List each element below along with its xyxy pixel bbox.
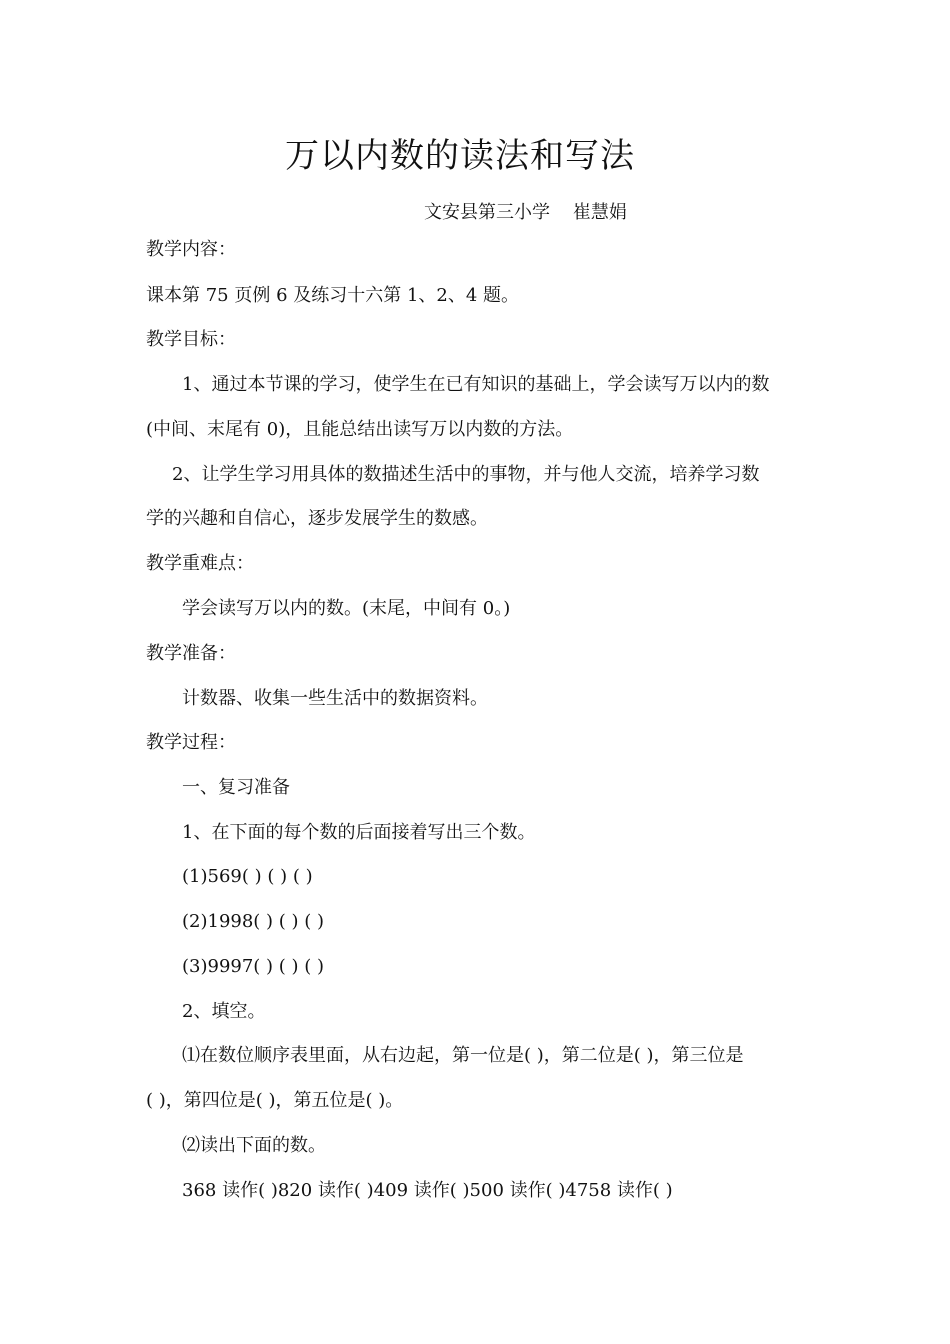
goal1-line1: 1、通过本节课的学习，使学生在已有知识的基础上，学会读写万以内的数: [182, 374, 770, 395]
task2-text: 2、填空。: [182, 1001, 266, 1022]
prep-heading: 教学准备：: [146, 643, 236, 664]
task2-item-2-numbers: 368 读作( )820 读作( )409 读作( )500 读作( )4758 读作( ): [182, 1180, 673, 1201]
goal2-line2: 学的兴趣和自信心，逐步发展学生的数感。: [146, 508, 488, 529]
prep-text: 计数器、收集一些生活中的数据资料。: [182, 688, 488, 709]
goal1-line2: (中间、末尾有 0)，且能总结出读写万以内数的方法。: [146, 419, 574, 440]
goal2-line1: 2、让学生学习用具体的数描述生活中的事物，并与他人交流，培养学习数: [172, 464, 760, 485]
task1-item-2: (2)1998( ) ( ) ( ): [182, 911, 325, 932]
task1-item-3: (3)9997( ) ( ) ( ): [182, 956, 325, 977]
process-heading: 教学过程：: [146, 732, 236, 753]
task2-item-1-line1: ⑴在数位顺序表里面，从右边起，第一位是( )，第二位是( )，第三位是: [182, 1045, 744, 1066]
task1-text: 1、在下面的每个数的后面接着写出三个数。: [182, 822, 536, 843]
key-text: 学会读写万以内的数。(末尾，中间有 0。): [182, 598, 511, 619]
task1-item-1: (1)569( ) ( ) ( ): [182, 866, 313, 887]
content-heading: 教学内容：: [146, 239, 236, 260]
document-title: 万以内数的读法和写法: [285, 136, 635, 176]
content-text: 课本第 75 页例 6 及练习十六第 1、2、4 题。: [146, 285, 520, 306]
step1-heading: 一、复习准备: [182, 777, 290, 798]
task2-item-2: ⑵读出下面的数。: [182, 1135, 326, 1156]
key-heading: 教学重难点：: [146, 553, 254, 574]
goals-heading: 教学目标：: [146, 329, 236, 350]
author-line: 文安县第三小学 崔慧娟: [424, 202, 627, 223]
task2-item-1-line2: ( )，第四位是( )，第五位是( )。: [146, 1090, 404, 1111]
